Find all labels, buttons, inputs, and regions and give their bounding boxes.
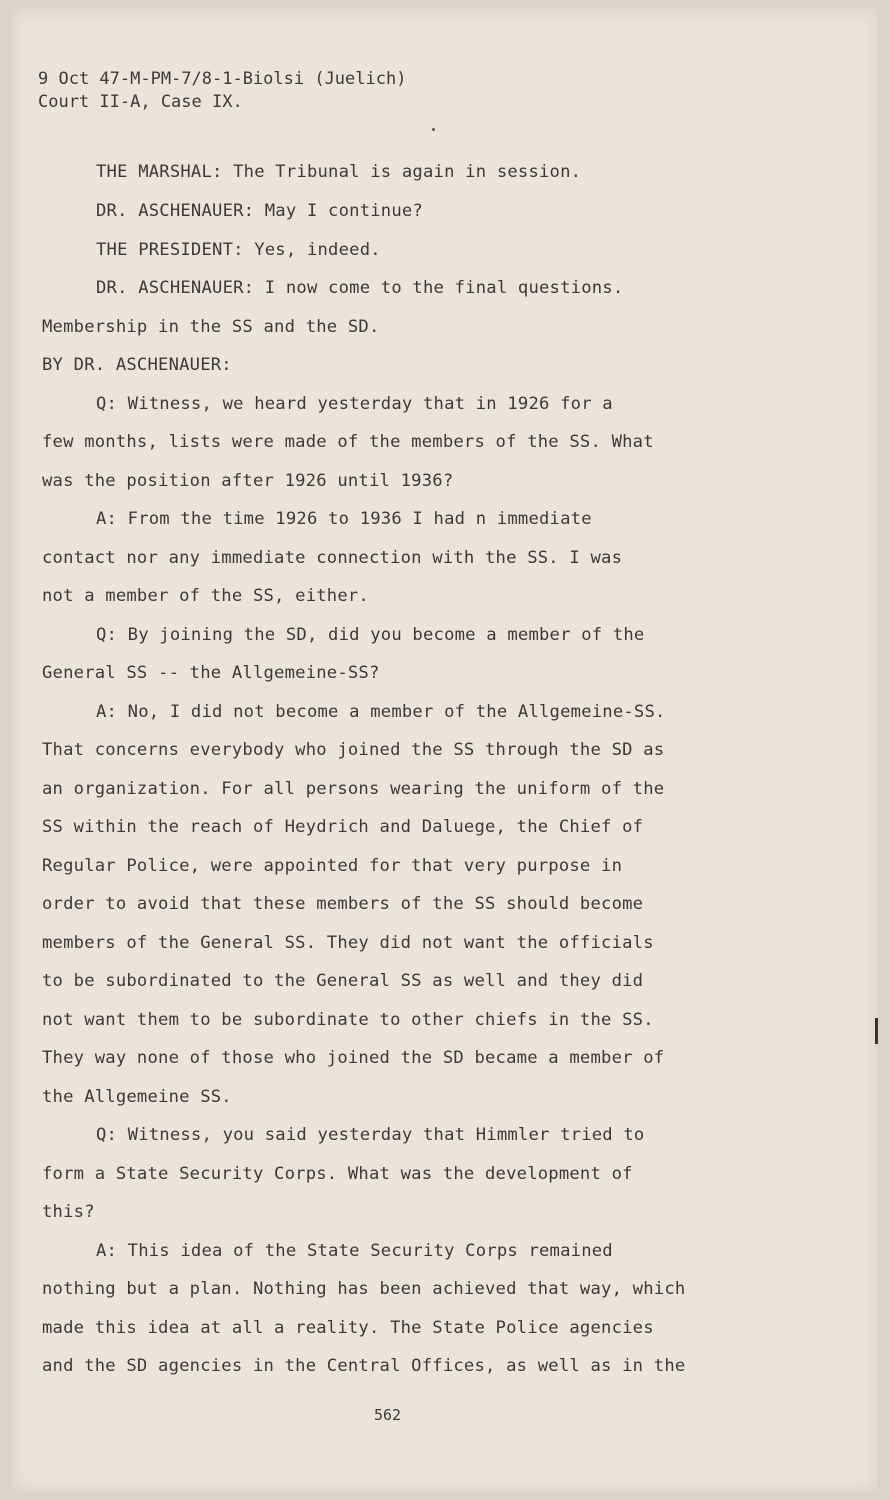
text-line: THE PRESIDENT: Yes, indeed. bbox=[96, 240, 381, 260]
text-line: not a member of the SS, either. bbox=[42, 586, 369, 606]
ink-speck bbox=[432, 128, 435, 131]
text-line: form a State Security Corps. What was the development of bbox=[42, 1164, 633, 1184]
text-line: members of the General SS. They did not want the officials bbox=[42, 933, 654, 953]
text-line: A: From the time 1926 to 1936 I had n immediate bbox=[96, 509, 592, 529]
text-line: not want them to be subordinate to other chiefs in the SS. bbox=[42, 1010, 654, 1030]
text-line: nothing but a plan. Nothing has been achieved that way, which bbox=[42, 1279, 686, 1299]
text-line: made this idea at all a reality. The State Police agencies bbox=[42, 1318, 654, 1338]
transcript-header bbox=[38, 68, 406, 114]
text-line: an organization. For all persons wearing the uniform of the bbox=[42, 779, 665, 799]
text-line: the Allgemeine SS. bbox=[42, 1087, 232, 1107]
text-line: That concerns everybody who joined the SS through the SD as bbox=[42, 740, 665, 760]
text-line: contact nor any immediate connection with the SS. I was bbox=[42, 548, 623, 568]
text-line: was the position after 1926 until 1936? bbox=[42, 471, 454, 491]
text-line: Membership in the SS and the SD. bbox=[42, 317, 380, 337]
document-page bbox=[12, 8, 878, 1492]
text-line: Q: Witness, we heard yesterday that in 1926 for a bbox=[96, 394, 613, 414]
text-line: They way none of those who joined the SD became a member of bbox=[42, 1048, 665, 1068]
header-court-line: Court II-A, Case IX. bbox=[38, 92, 243, 112]
text-line: General SS -- the Allgemeine-SS? bbox=[42, 663, 380, 683]
text-line: SS within the reach of Heydrich and Daluege, the Chief of bbox=[42, 817, 644, 837]
text-line: Regular Police, were appointed for that very purpose in bbox=[42, 856, 623, 876]
text-line: DR. ASCHENAUER: May I continue? bbox=[96, 201, 423, 221]
text-line: and the SD agencies in the Central Offices, as well as in the bbox=[42, 1356, 686, 1376]
text-line: BY DR. ASCHENAUER: bbox=[42, 355, 232, 375]
text-line: Q: Witness, you said yesterday that Himmler tried to bbox=[96, 1125, 645, 1145]
text-line: order to avoid that these members of the SS should become bbox=[42, 894, 644, 914]
text-line: few months, lists were made of the members of the SS. What bbox=[42, 432, 654, 452]
text-line: this? bbox=[42, 1202, 95, 1222]
page-number: 562 bbox=[374, 1406, 402, 1424]
text-line: DR. ASCHENAUER: I now come to the final questions. bbox=[96, 278, 624, 298]
text-line: THE MARSHAL: The Tribunal is again in session. bbox=[96, 162, 582, 182]
header-session-line: 9 Oct 47-M-PM-7/8-1-Biolsi (Juelich) bbox=[38, 69, 407, 89]
edge-mark bbox=[875, 1018, 878, 1044]
text-line: A: This idea of the State Security Corps remained bbox=[96, 1241, 613, 1261]
text-line: A: No, I did not become a member of the Allgemeine-SS. bbox=[96, 702, 666, 722]
text-line: to be subordinated to the General SS as well and they did bbox=[42, 971, 644, 991]
text-line: Q: By joining the SD, did you become a member of the bbox=[96, 625, 645, 645]
